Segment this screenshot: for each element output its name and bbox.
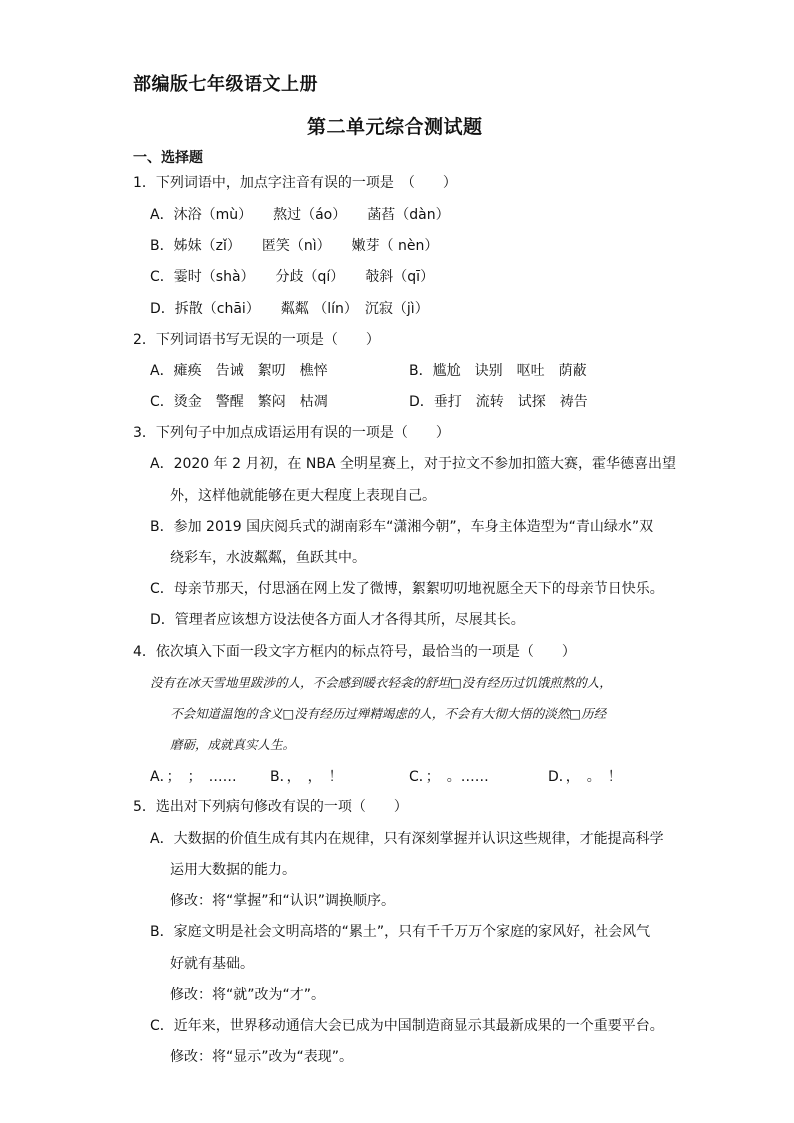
question-2-stem: 2．下列词语书写无误的一项是（ ） <box>133 332 380 348</box>
question-4-option-d: D．， 。 ！ <box>548 769 622 785</box>
question-3-option-a: A．2020 年 2 月初，在 NBA 全明星赛上，对于拉文不参加扣篮大赛，霍华德喜出望 <box>150 456 677 472</box>
question-2-option-a: A．瘫痪 告诫 絮叨 樵悴 <box>150 363 328 379</box>
question-5-option-c: C．近年来，世界移动通信大会已成为中国制造商显示其最新成果的一个重要平台。 <box>150 1018 664 1034</box>
question-5-option-b-continued: 好就有基础。 <box>170 956 254 972</box>
question-3-option-c: C．母亲节那天，付思涵在网上发了微博，絮絮叨叨地祝愿全天下的母亲节日快乐。 <box>150 581 664 597</box>
question-5-option-b: B．家庭文明是社会文明高塔的“累土”，只有千千万万个家庭的家风好，社会风气 <box>150 924 651 940</box>
question-1-option-d: D．拆散（chāi） 粼粼 （lín） 沉寂（jì） <box>150 301 429 317</box>
question-2-option-c: C．烫金 警醒 繁闷 枯凋 <box>150 394 328 410</box>
question-1-option-a: A．沐浴（mù） 熬过（áo） 菡萏（dàn） <box>150 207 450 223</box>
question-5-option-a-continued: 运用大数据的能力。 <box>170 862 296 878</box>
question-4-passage-line-1: 没有在冰天雪地里跋涉的人，不会感到暖衣轻衾的舒坦□没有经历过饥饿煎熬的人， <box>150 675 612 690</box>
question-5-option-b-revision: 修改：将“就”改为“才”。 <box>170 987 326 1003</box>
document-subtitle: 第二单元综合测试题 <box>307 116 483 138</box>
document-title: 部编版七年级语文上册 <box>133 74 318 95</box>
section-heading: 一、选择题 <box>133 150 203 166</box>
question-4-option-a: A．； ； …… <box>150 769 237 785</box>
question-3-stem: 3．下列句子中加点成语运用有误的一项是（ ） <box>133 425 450 441</box>
question-5-option-c-revision: 修改：将“显示”改为“表现”。 <box>170 1049 354 1065</box>
question-2-option-b: B．尴尬 诀别 呕吐 荫蔽 <box>409 363 587 379</box>
question-1-option-b: B．姊妹（zǐ） 匿笑（nì） 嫩芽（ nèn） <box>150 238 439 254</box>
question-5-option-a: A．大数据的价值生成有其内在规律，只有深刻掌握并认识这些规律，才能提高科学 <box>150 831 664 847</box>
question-4-passage-line-2: 不会知道温饱的含义□没有经历过殚精竭虑的人，不会有大彻大悟的淡然□历经 <box>170 706 607 721</box>
question-4-option-c: C．； 。…… <box>409 769 489 785</box>
question-4-passage-line-3: 磨砺，成就真实人生。 <box>170 737 296 752</box>
question-3-option-b-continued: 绕彩车，水波粼粼，鱼跃其中。 <box>170 550 366 566</box>
question-3-option-d: D．管理者应该想方设法使各方面人才各得其所，尽展其长。 <box>150 612 525 628</box>
question-3-option-a-continued: 外，这样他就能够在更大程度上表现自己。 <box>170 488 436 504</box>
question-4-option-b: B．， ， ！ <box>270 769 343 785</box>
question-5-option-a-revision: 修改：将“掌握”和“认识”调换顺序。 <box>170 893 396 909</box>
question-5-stem: 5．选出对下列病句修改有误的一项（ ） <box>133 799 408 815</box>
question-1-option-c: C．霎时（shà） 分歧（qí） 攲斜（qī） <box>150 269 435 285</box>
question-3-option-b: B．参加 2019 国庆阅兵式的湖南彩车“潇湘今朝”，车身主体造型为“青山绿水”双 <box>150 519 654 535</box>
question-2-option-d: D．垂打 流转 试探 祷告 <box>409 394 588 410</box>
question-1-stem: 1．下列词语中，加点字注音有误的一项是 （ ） <box>133 175 457 191</box>
question-4-stem: 4．依次填入下面一段文字方框内的标点符号，最恰当的一项是（ ） <box>133 644 576 660</box>
